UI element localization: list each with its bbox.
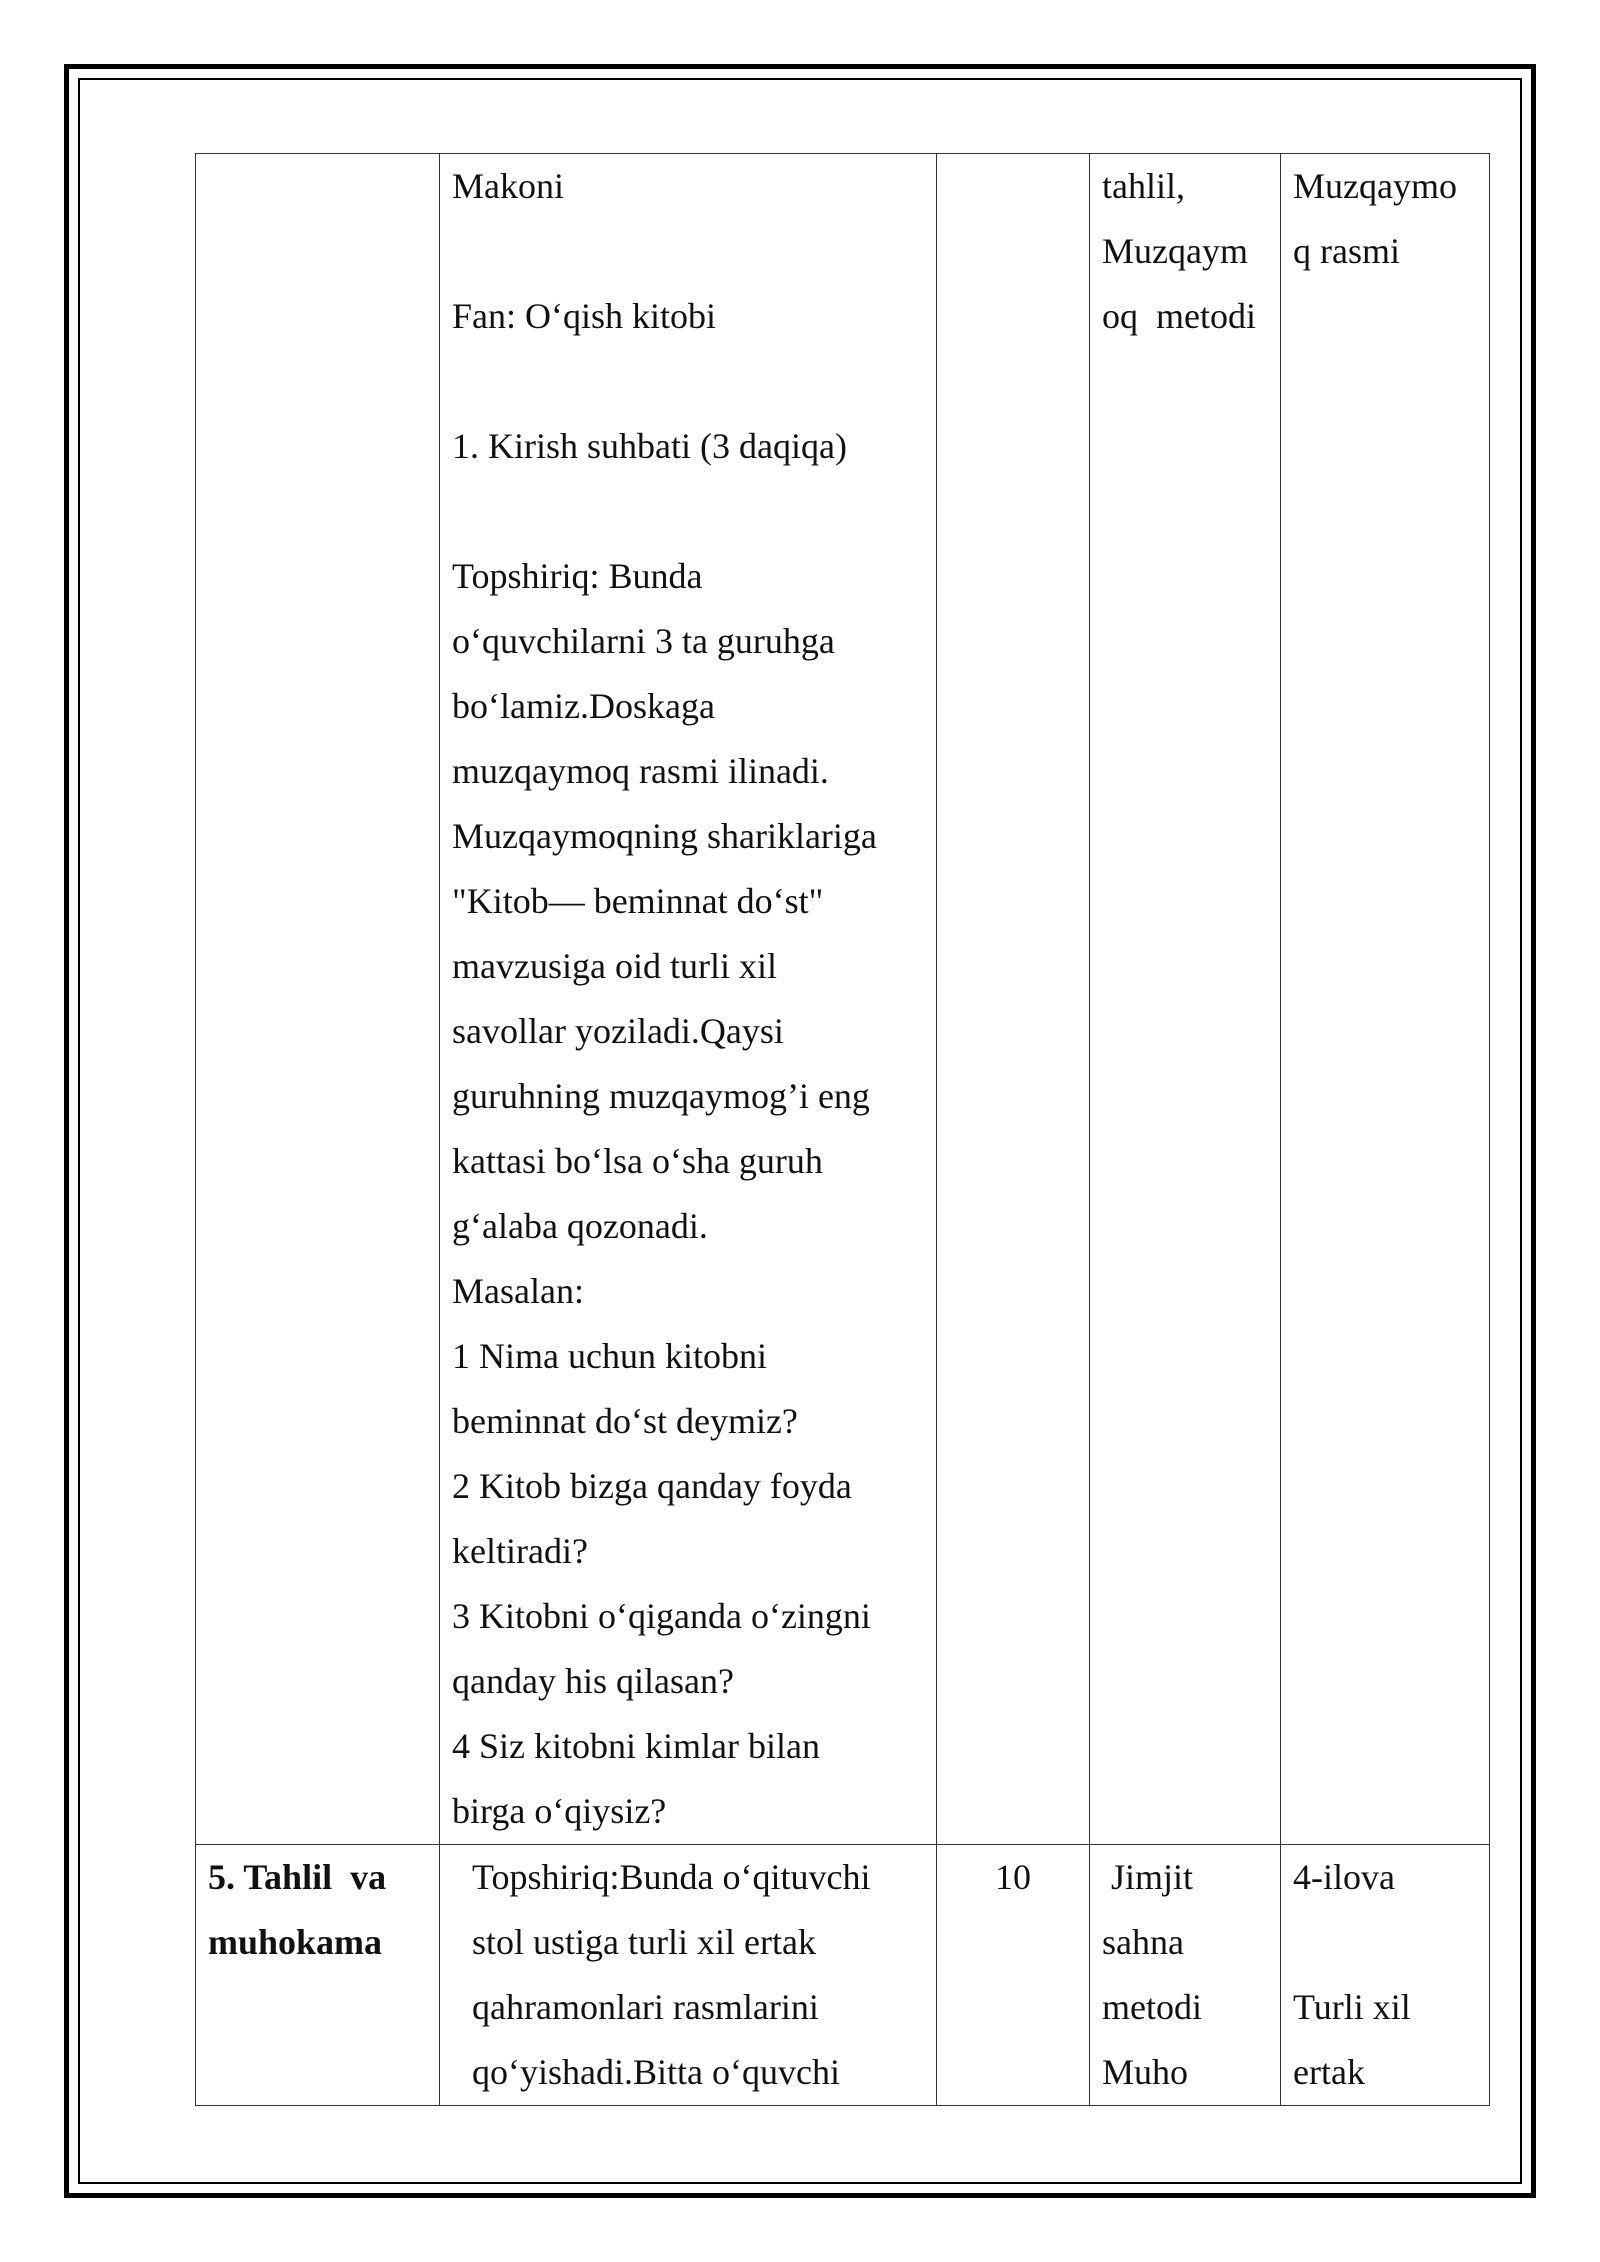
text-line: beminnat do‘st deymiz? bbox=[452, 1401, 798, 1441]
text-line: metodi bbox=[1102, 1987, 1202, 2027]
text-line: kattasi bo‘lsa o‘sha guruh bbox=[452, 1141, 823, 1181]
text-line: Muzqaym bbox=[1102, 231, 1248, 271]
blank-line bbox=[1293, 1910, 1477, 1975]
lesson-plan-table bbox=[195, 153, 1490, 2106]
content-cell bbox=[440, 1845, 937, 2106]
text-line: 4-ilova bbox=[1293, 1857, 1395, 1897]
resource-cell bbox=[1281, 154, 1490, 1845]
text-line: guruhning muzqaymog’i eng bbox=[452, 1076, 870, 1116]
text-line: 1 Nima uchun kitobni bbox=[452, 1336, 767, 1376]
text-line: tahlil, bbox=[1102, 166, 1185, 206]
text-line: Jimjit bbox=[1102, 1857, 1194, 1897]
text-line: ertak bbox=[1293, 2052, 1365, 2092]
time-cell bbox=[937, 154, 1090, 1845]
stage-cell bbox=[196, 154, 440, 1845]
text-line: Topshiriq:Bunda o‘qituvchi bbox=[472, 1857, 871, 1897]
text-line: Topshiriq: Bunda bbox=[452, 556, 703, 596]
resource-cell bbox=[1281, 1845, 1490, 2106]
stage-cell bbox=[196, 1845, 440, 2106]
text-line: oq metodi bbox=[1102, 296, 1256, 336]
content-cell bbox=[440, 154, 937, 1845]
text-line: mavzusiga oid turli xil bbox=[452, 946, 777, 986]
method-cell bbox=[1090, 154, 1281, 1845]
text-line: sahna bbox=[1102, 1922, 1184, 1962]
text-line: bo‘lamiz.Doskaga bbox=[452, 686, 715, 726]
text-line: stol ustiga turli xil ertak bbox=[472, 1922, 816, 1962]
text-line: 3 Kitobni o‘qiganda o‘zingni bbox=[452, 1596, 871, 1636]
text-line: 2 Kitob bizga qanday foyda bbox=[452, 1466, 852, 1506]
blank-line bbox=[452, 479, 924, 544]
text-line: Masalan: bbox=[452, 1271, 584, 1311]
text-line: Fan: O‘qish kitobi bbox=[452, 296, 717, 336]
time-cell: 10 bbox=[937, 1845, 1090, 2106]
table-row bbox=[196, 1845, 1490, 2106]
text-line: Muzqaymo bbox=[1293, 166, 1457, 206]
text-line: qanday his qilasan? bbox=[452, 1661, 734, 1701]
text-line: Muzqaymoqning shariklariga bbox=[452, 816, 877, 856]
text-line: muhokama bbox=[208, 1922, 383, 1962]
text-line: 4 Siz kitobni kimlar bilan bbox=[452, 1726, 820, 1766]
table-row bbox=[196, 154, 1490, 1845]
text-line: qo‘yishadi.Bitta o‘quvchi bbox=[472, 2052, 840, 2092]
text-line: g‘alaba qozonadi. bbox=[452, 1206, 708, 1246]
text-line: savollar yoziladi.Qaysi bbox=[452, 1011, 784, 1051]
text-line: q rasmi bbox=[1293, 231, 1400, 271]
text-line: o‘quvchilarni 3 ta guruhga bbox=[452, 621, 835, 661]
text-line: qahramonlari rasmlarini bbox=[472, 1987, 819, 2027]
text-line: Muho bbox=[1102, 2052, 1189, 2092]
text-line: birga o‘qiysiz? bbox=[452, 1791, 667, 1831]
blank-line bbox=[452, 349, 924, 414]
blank-line bbox=[452, 219, 924, 284]
method-cell bbox=[1090, 1845, 1281, 2106]
text-line: 1. Kirish suhbati (3 daqiqa) bbox=[452, 426, 847, 466]
text-line: 5. Tahlil va bbox=[208, 1857, 387, 1897]
text-line: Makoni bbox=[452, 166, 564, 206]
text-line: Turli xil bbox=[1293, 1987, 1411, 2027]
text-line: muzqaymoq rasmi ilinadi. bbox=[452, 751, 829, 791]
text-line: "Kitob— beminnat do‘st" bbox=[452, 881, 824, 921]
text-line: keltiradi? bbox=[452, 1531, 588, 1571]
